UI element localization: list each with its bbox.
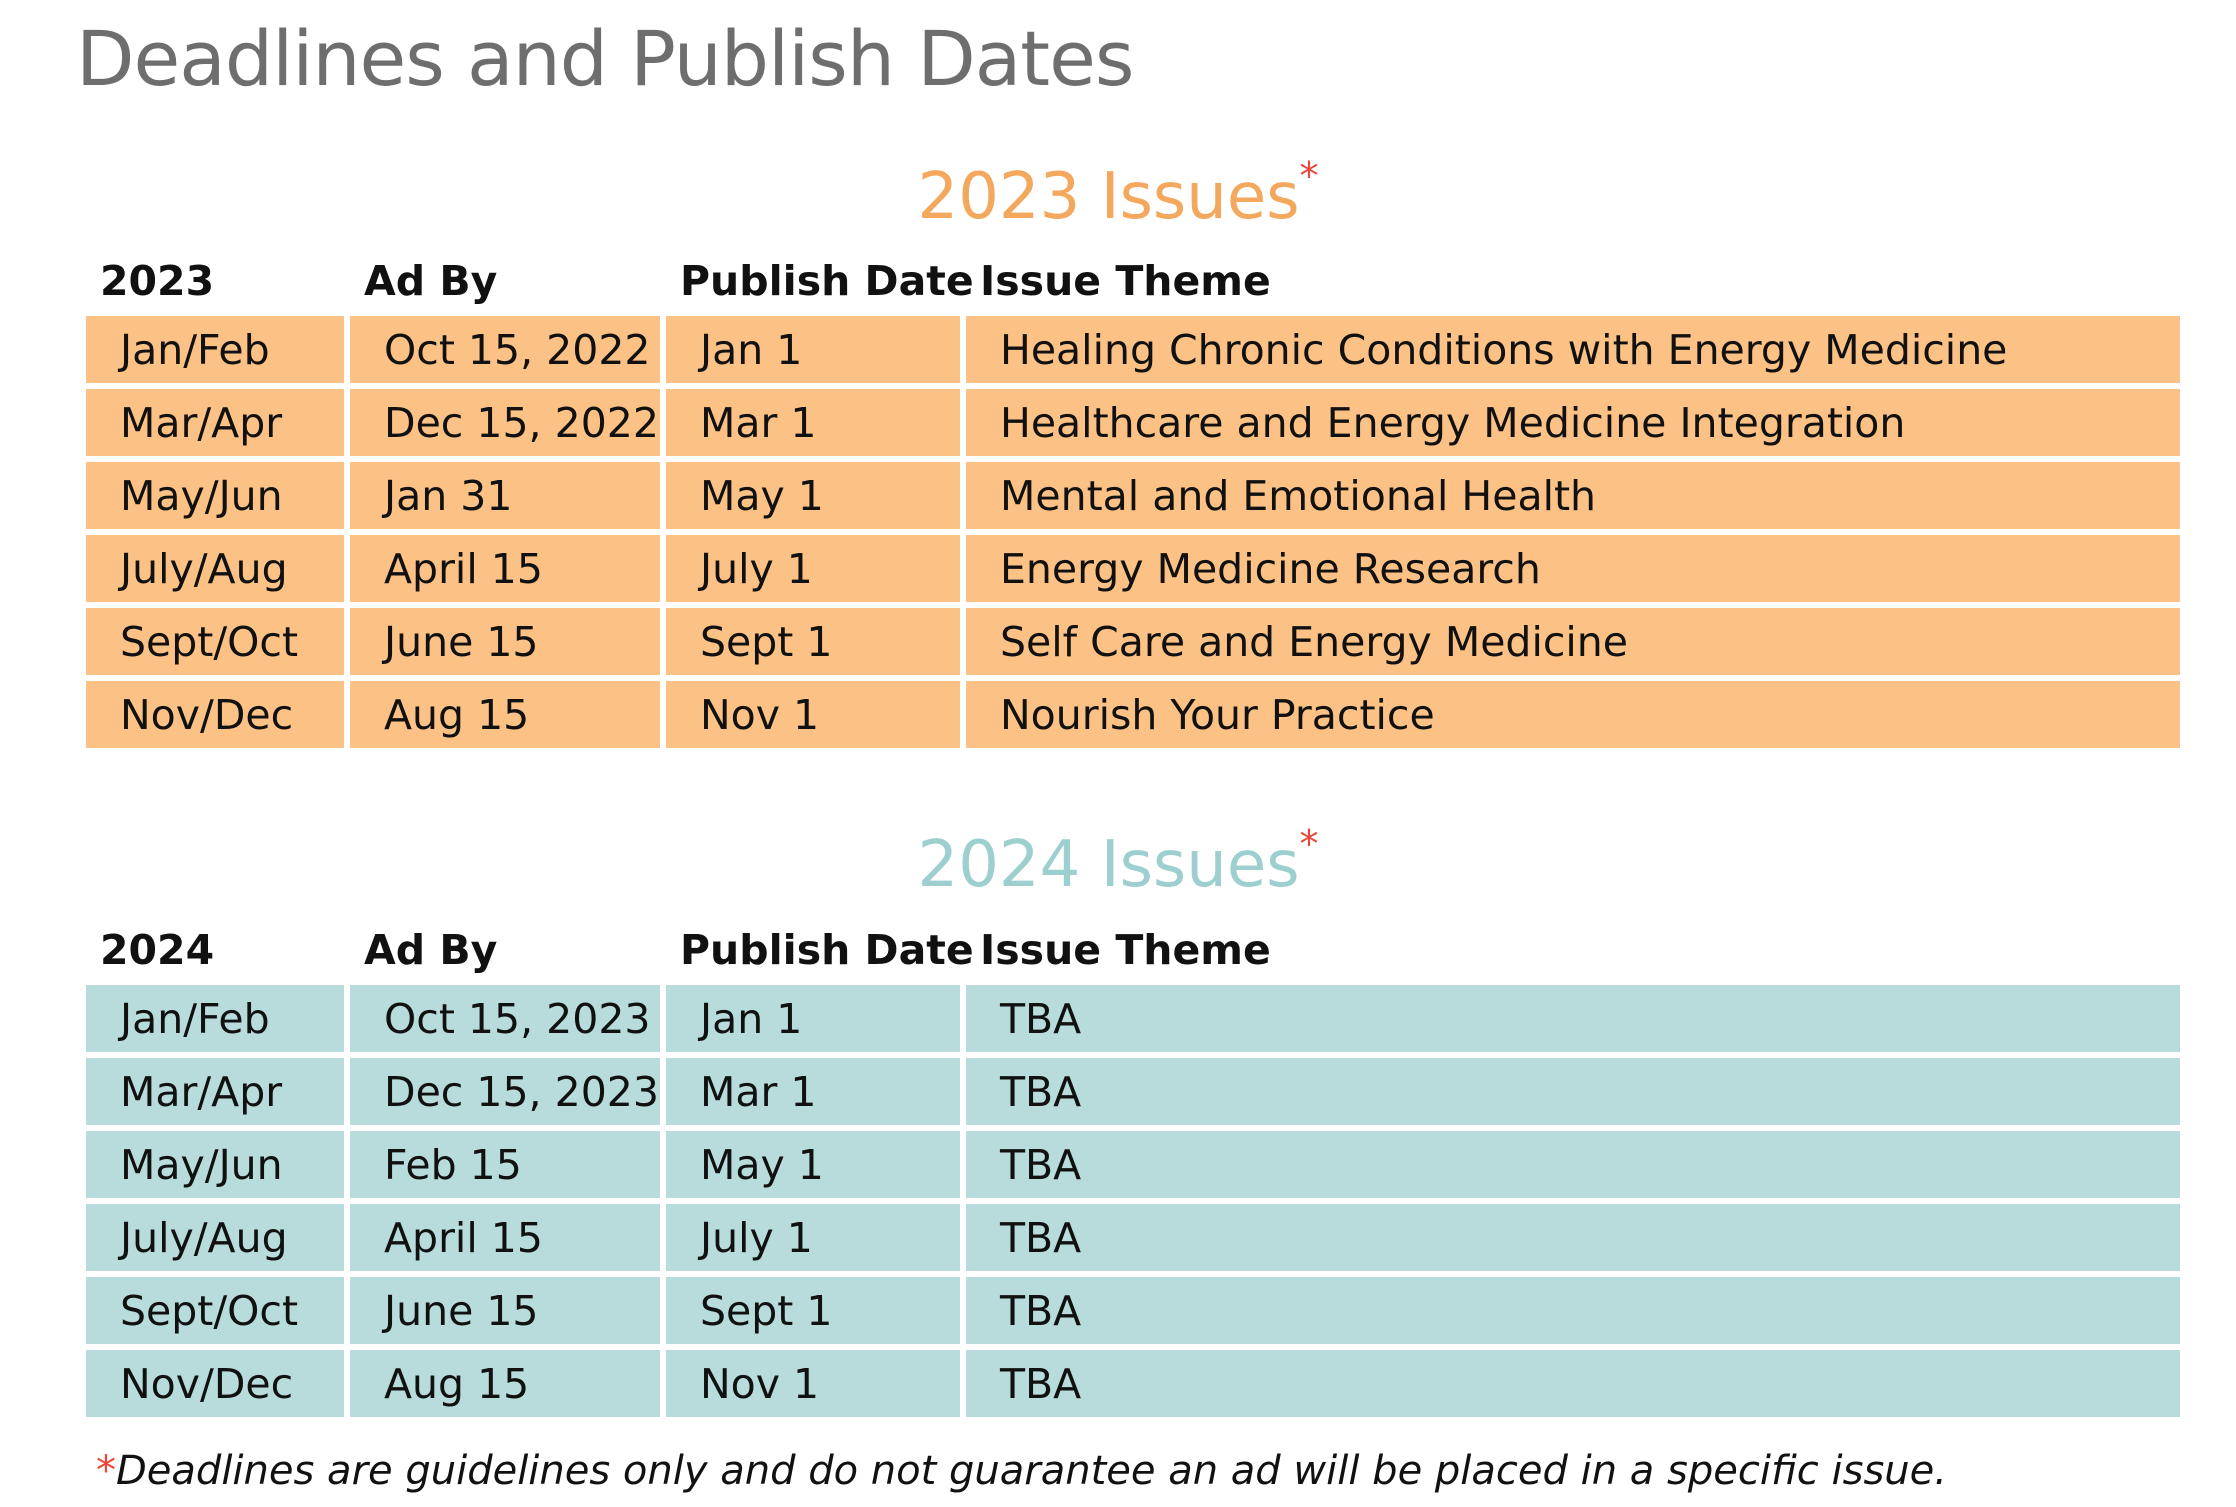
- table-row: [86, 1058, 2180, 1125]
- footnote: [96, 1448, 1947, 1494]
- section-heading-text: 2024 Issues: [917, 828, 1300, 902]
- cell-ad-by: Feb 15: [350, 1131, 660, 1198]
- cell-publish-date: Nov 1: [666, 681, 960, 748]
- column-header-ad-by: Ad By: [364, 257, 498, 305]
- table-row: [86, 1131, 2180, 1198]
- cell-ad-by: Jan 31: [350, 462, 660, 529]
- cell-issue: Mar/Apr: [86, 1058, 344, 1125]
- asterisk-mark: *: [1299, 822, 1319, 866]
- cell-ad-by: Dec 15, 2023: [350, 1058, 660, 1125]
- table-row: [86, 462, 2180, 529]
- table-row: [86, 1350, 2180, 1417]
- cell-ad-by: Aug 15: [350, 681, 660, 748]
- cell-issue: Jan/Feb: [86, 985, 344, 1052]
- column-header-ad-by: Ad By: [364, 926, 498, 974]
- cell-issue-theme: Healing Chronic Conditions with Energy Medicine: [966, 316, 2180, 383]
- cell-publish-date: July 1: [666, 1204, 960, 1271]
- asterisk-mark: *: [1299, 154, 1319, 198]
- cell-publish-date: July 1: [666, 535, 960, 602]
- cell-issue-theme: TBA: [966, 1204, 2180, 1271]
- table-row: [86, 389, 2180, 456]
- cell-publish-date: Mar 1: [666, 1058, 960, 1125]
- table-row: [86, 1204, 2180, 1271]
- cell-issue-theme: TBA: [966, 1277, 2180, 1344]
- column-header-issue-theme: Issue Theme: [980, 257, 1271, 305]
- table-row: [86, 681, 2180, 748]
- cell-issue: Sept/Oct: [86, 1277, 344, 1344]
- cell-issue-theme: Energy Medicine Research: [966, 535, 2180, 602]
- page-title: Deadlines and Publish Dates: [76, 14, 1134, 103]
- cell-issue: May/Jun: [86, 462, 344, 529]
- cell-issue: Nov/Dec: [86, 681, 344, 748]
- table-header-row: [86, 921, 2180, 979]
- table-row: [86, 535, 2180, 602]
- cell-ad-by: Aug 15: [350, 1350, 660, 1417]
- table-row: [86, 316, 2180, 383]
- cell-issue-theme: TBA: [966, 1350, 2180, 1417]
- section-heading-2024: [0, 822, 2236, 902]
- cell-issue-theme: Self Care and Energy Medicine: [966, 608, 2180, 675]
- cell-issue: July/Aug: [86, 535, 344, 602]
- column-header-publish-date: Publish Date: [680, 257, 974, 305]
- cell-issue-theme: TBA: [966, 1131, 2180, 1198]
- cell-publish-date: Mar 1: [666, 389, 960, 456]
- cell-ad-by: June 15: [350, 1277, 660, 1344]
- table-header-row: [86, 252, 2180, 310]
- column-header-year: 2024: [100, 926, 215, 974]
- column-header-issue-theme: Issue Theme: [980, 926, 1271, 974]
- cell-ad-by: Oct 15, 2023: [350, 985, 660, 1052]
- cell-publish-date: May 1: [666, 462, 960, 529]
- schedule-table-2024: [80, 915, 2186, 1423]
- cell-publish-date: Jan 1: [666, 316, 960, 383]
- footnote-text: Deadlines are guidelines only and do not guarantee an ad will be placed in a specific issue.: [116, 1448, 1947, 1494]
- cell-issue: Mar/Apr: [86, 389, 344, 456]
- table-row: [86, 985, 2180, 1052]
- cell-issue: May/Jun: [86, 1131, 344, 1198]
- cell-ad-by: April 15: [350, 1204, 660, 1271]
- schedule-table-2023: [80, 246, 2186, 754]
- section-heading-2023: [0, 154, 2236, 234]
- asterisk-mark: *: [96, 1448, 116, 1494]
- cell-publish-date: May 1: [666, 1131, 960, 1198]
- cell-publish-date: Sept 1: [666, 608, 960, 675]
- table-row: [86, 1277, 2180, 1344]
- cell-ad-by: June 15: [350, 608, 660, 675]
- cell-ad-by: Oct 15, 2022: [350, 316, 660, 383]
- cell-ad-by: April 15: [350, 535, 660, 602]
- cell-publish-date: Sept 1: [666, 1277, 960, 1344]
- cell-publish-date: Jan 1: [666, 985, 960, 1052]
- cell-issue: Nov/Dec: [86, 1350, 344, 1417]
- cell-ad-by: Dec 15, 2022: [350, 389, 660, 456]
- cell-issue: Jan/Feb: [86, 316, 344, 383]
- cell-issue-theme: Healthcare and Energy Medicine Integration: [966, 389, 2180, 456]
- table-row: [86, 608, 2180, 675]
- cell-issue: July/Aug: [86, 1204, 344, 1271]
- cell-issue-theme: Mental and Emotional Health: [966, 462, 2180, 529]
- cell-issue-theme: Nourish Your Practice: [966, 681, 2180, 748]
- column-header-publish-date: Publish Date: [680, 926, 974, 974]
- cell-issue-theme: TBA: [966, 985, 2180, 1052]
- column-header-year: 2023: [100, 257, 215, 305]
- cell-issue-theme: TBA: [966, 1058, 2180, 1125]
- cell-publish-date: Nov 1: [666, 1350, 960, 1417]
- cell-issue: Sept/Oct: [86, 608, 344, 675]
- section-heading-text: 2023 Issues: [917, 160, 1300, 234]
